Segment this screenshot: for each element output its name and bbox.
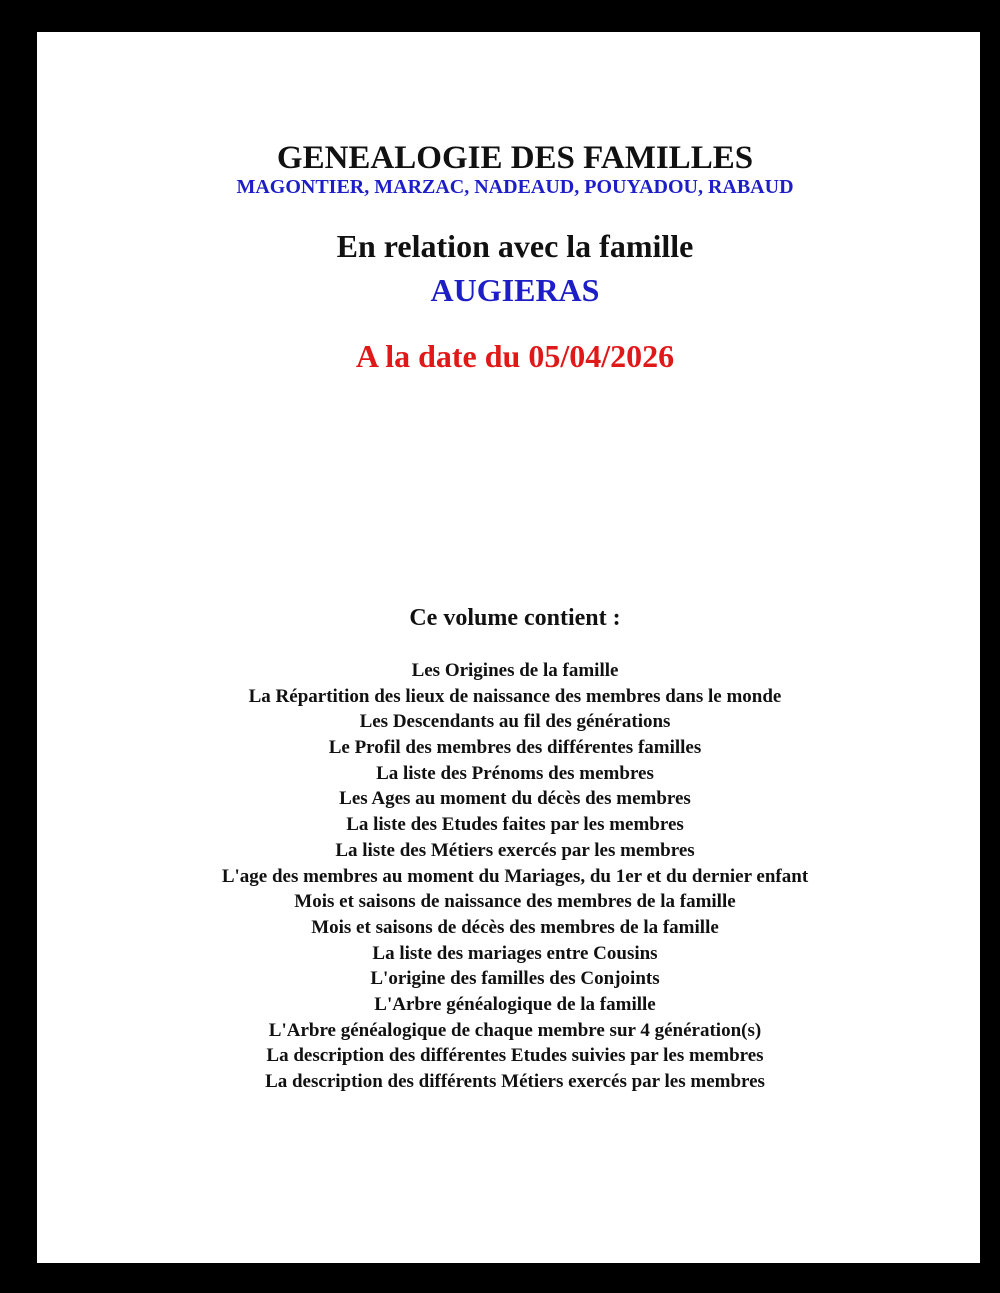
contents-item: L'Arbre généalogique de chaque membre sur 4 génération(s) [268, 1019, 762, 1041]
contents-item: L'Arbre généalogique de la famille [374, 993, 656, 1015]
contents-item: La liste des Métiers exercés par les membres [335, 839, 695, 861]
contents-list [0, 658, 1000, 1095]
contents-item: La Répartition des lieux de naissance des membres dans le monde [248, 685, 782, 707]
contents-item: L'age des membres au moment du Mariages, du 1er et du dernier enfant [221, 865, 809, 887]
contents-item: Mois et saisons de décès des membres de la famille [311, 916, 719, 938]
contents-item: La description des différents Métiers exercés par les membres [265, 1071, 765, 1092]
contents-item: La liste des Prénoms des membres [376, 762, 654, 784]
cover-page [37, 32, 980, 1263]
contents-item: La liste des Etudes faites par les membres [346, 814, 684, 836]
date-line [0, 338, 1000, 375]
contents-item: Mois et saisons de naissance des membres de la famille [294, 891, 736, 913]
document-title: GENEALOGIE DES FAMILLES [276, 140, 754, 176]
date-value: 05/04/2026 [528, 338, 675, 374]
main-family-name: AUGIERAS [430, 272, 600, 308]
contents-heading: Ce volume contient : [409, 605, 621, 631]
relation-label: En relation avec la famille [336, 228, 694, 264]
date-label: A la date du [355, 338, 521, 374]
contents-item: Les Ages au moment du décès des membres [339, 788, 691, 810]
family-names: MAGONTIER, MARZAC, NADEAUD, POUYADOU, RABAUD [236, 176, 794, 198]
contents-item: La liste des mariages entre Cousins [372, 942, 658, 964]
contents-item: La description des différentes Etudes suivies par les membres [266, 1045, 764, 1067]
contents-item: Les Origines de la famille [411, 660, 619, 681]
contents-item: L'origine des familles des Conjoints [370, 968, 660, 990]
contents-item: Le Profil des membres des différentes familles [328, 737, 702, 759]
contents-item: Les Descendants au fil des générations [359, 711, 671, 733]
